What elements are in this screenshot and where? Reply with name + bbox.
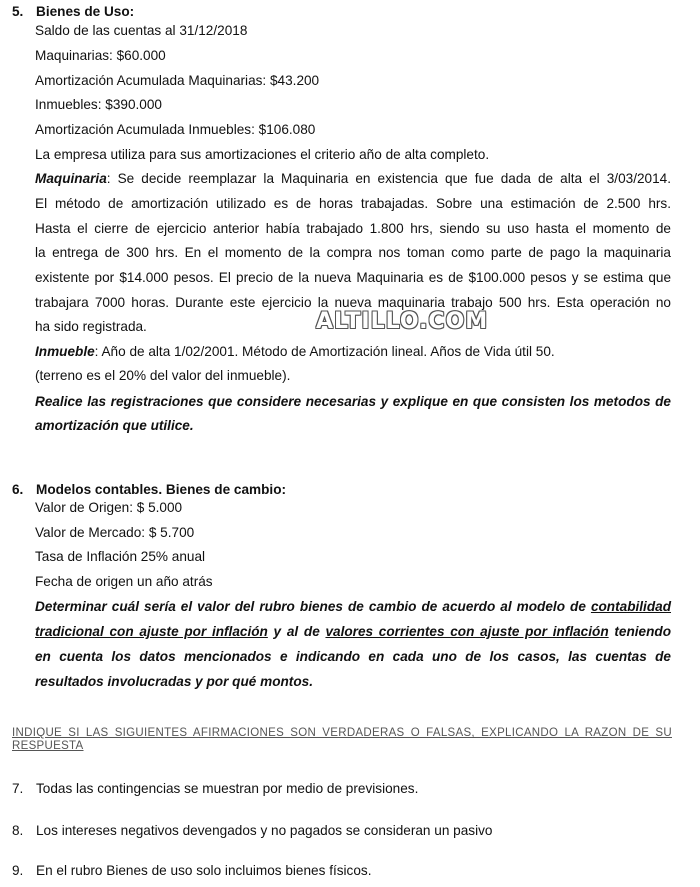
question-6-text-2b: y al de — [267, 624, 326, 639]
question-6-text-1b: contabilidad — [590, 599, 671, 614]
statement-item — [12, 780, 418, 798]
question-6-text-1a: Determinar cuál sería el valor del rubro bienes de cambio de acuerdo al modelo de — [35, 599, 591, 614]
statement-number: 8. — [12, 823, 24, 838]
machinery-paragraph-line-3: Hasta el cierre de ejercicio anterior había trabajado 1.800 hrs, siendo su uso hasta el momento de — [35, 221, 671, 236]
statement-text: En el rubro Bienes de uso solo incluimos bienes físicos. — [36, 863, 372, 878]
section-title: Bienes de Uso: — [36, 4, 135, 19]
statement-number: 7. — [12, 781, 24, 796]
inflation-rate: Tasa de Inflación 25% anual — [35, 549, 206, 564]
machinery-paragraph-line-1 — [35, 170, 671, 188]
origin-value: Valor de Origen: $ 5.000 — [35, 500, 183, 515]
section-title: Modelos contables. Bienes de cambio: — [36, 482, 287, 497]
property-balance: Inmuebles: $390.000 — [35, 97, 162, 112]
amortization-criterion: La empresa utiliza para sus amortizaciones el criterio año de alta completo. — [35, 147, 490, 162]
machinery-label: Maquinaria — [35, 171, 107, 186]
question-6-line-1 — [35, 598, 671, 616]
section-6-heading — [12, 481, 286, 499]
machinery-paragraph-line-2: El método de amortización utilizado es de horas trabajadas. Sobre una estimación de 2.500 hrs. — [35, 196, 671, 211]
property-text-1: : Año de alta 1/02/2001. Método de Amortización lineal. Años de Vida útil 50. — [94, 344, 555, 359]
statement-text: Todas las contingencias se muestran por medio de previsiones. — [36, 781, 419, 796]
property-label: Inmueble — [35, 344, 95, 359]
origin-date: Fecha de origen un año atrás — [35, 574, 213, 589]
current-values-model-phrase: valores corrientes con ajuste por inflación — [325, 624, 609, 639]
question-6-line-2 — [35, 623, 671, 641]
machinery-amortization: Amortización Acumulada Maquinarias: $43.200 — [35, 73, 320, 88]
market-value: Valor de Mercado: $ 5.700 — [35, 525, 195, 540]
statement-text: Los intereses negativos devengados y no pagados se consideran un pasivo — [36, 823, 493, 838]
statement-item — [12, 822, 492, 840]
statement-item — [12, 862, 372, 880]
question-5-line-2: amortización que utilice. — [35, 418, 194, 433]
machinery-paragraph-line-7: ha sido registrada. — [35, 319, 147, 334]
section-number: 5. — [12, 4, 24, 19]
property-amortization: Amortización Acumulada Inmuebles: $106.080 — [35, 122, 316, 137]
question-5-line-1: Realice las registraciones que considere necesarias y explique en que consisten los metodos de — [35, 394, 671, 409]
section-5-heading — [12, 3, 134, 21]
true-false-instruction: INDIQUE SI LAS SIGUIENTES AFIRMACIONES SON VERDADERAS O FALSAS, EXPLICANDO LA RAZON DE SU RESPUESTA — [12, 727, 672, 752]
question-6-line-4: resultados involucradas y por qué montos. — [35, 674, 313, 689]
machinery-balance: Maquinarias: $60.000 — [35, 48, 166, 63]
section-number: 6. — [12, 482, 24, 497]
machinery-paragraph-line-4: la entrega de 300 hrs. En el momento de la compra nos toman como parte de pago la maquinaria — [35, 245, 671, 260]
statement-number: 9. — [12, 863, 24, 878]
traditional-model-phrase: tradicional con ajuste por inflación — [35, 624, 268, 639]
question-6-line-3: en cuenta los datos mencionados e indicando en cada uno de los casos, las cuentas de — [35, 649, 671, 664]
balance-date-line: Saldo de las cuentas al 31/12/2018 — [35, 23, 248, 38]
machinery-text-1: : Se decide reemplazar la Maquinaria en existencia que fue dada de alta el 3/03/2014. — [106, 171, 671, 186]
question-6-text-2d: teniendo — [608, 624, 671, 639]
machinery-paragraph-line-5: existente por $14.000 pesos. El precio de la nueva Maquinaria es de $100.000 pesos y se estima que — [35, 270, 671, 285]
property-paragraph-line-1 — [35, 343, 555, 361]
property-paragraph-line-2: (terreno es el 20% del valor del inmueble). — [35, 368, 291, 383]
machinery-paragraph-line-6: trabajara 7000 horas. Durante este ejercicio la nueva maquinaria trabajo 500 hrs. Esta operación no — [35, 295, 671, 310]
watermark: ALTILLO.COM — [316, 309, 489, 334]
